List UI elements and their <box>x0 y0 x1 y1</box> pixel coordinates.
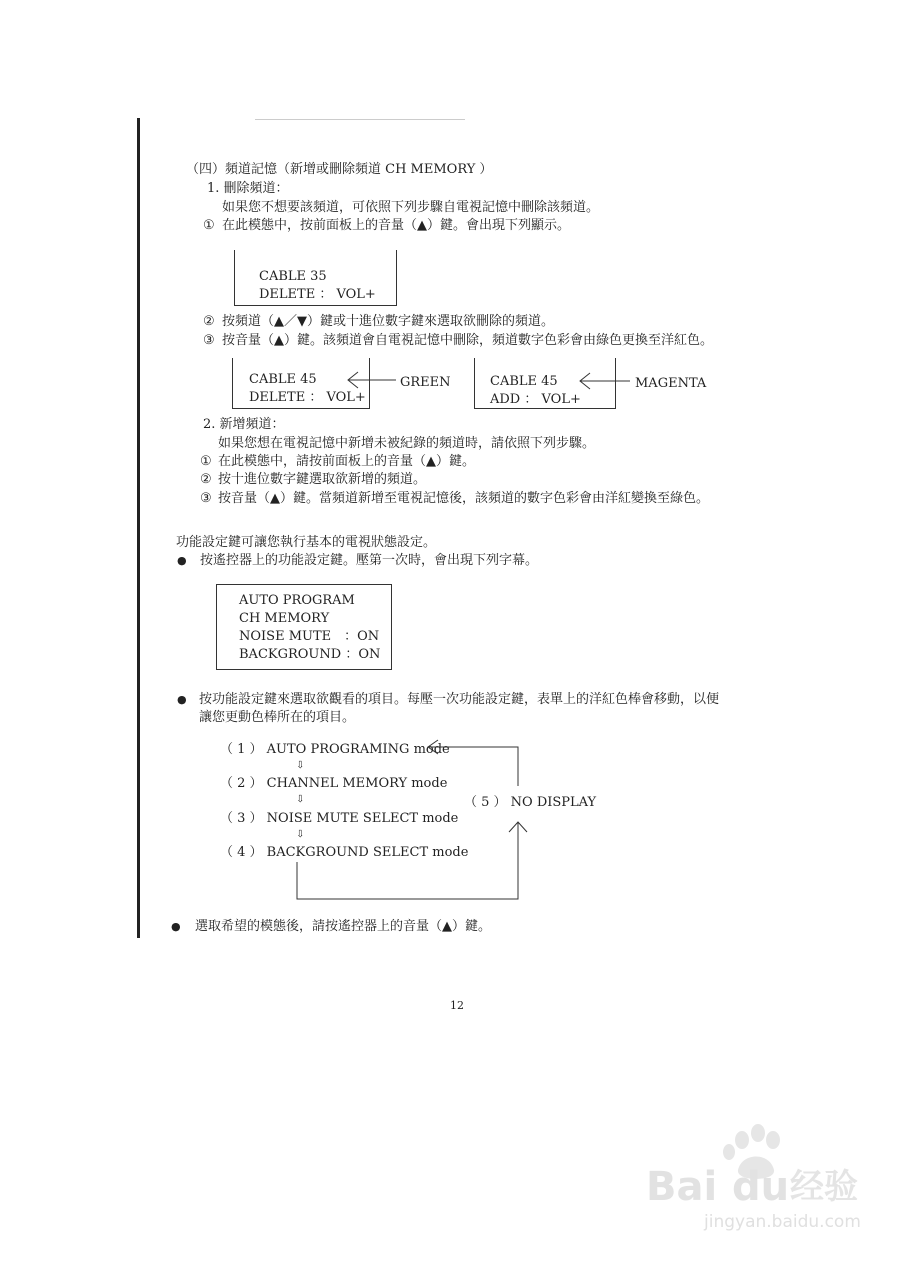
flow-step-5: （ 5 ） NO DISPLAY <box>464 795 597 810</box>
flow-step-2: （ 2 ） CHANNEL MEMORY mode <box>220 776 448 791</box>
page-number: 12 <box>450 999 464 1012</box>
box3-line1: CABLE 45 <box>490 374 558 389</box>
flow-arrow-3: ⇩ <box>296 829 305 840</box>
menu-background: BACKGROUND ：ON <box>239 647 381 662</box>
watermark-brand-a: Bai <box>646 1164 718 1210</box>
add-step3: 按音量（▲）鍵。當頻道新增至電視記憶後，該頻道的數字色彩會由洋紅變換至綠色。 <box>218 491 709 506</box>
magenta-label: MAGENTA <box>635 376 707 391</box>
watermark-url: jingyan.baidu.com <box>704 1212 861 1232</box>
menu-noise-mute: NOISE MUTE ：ON <box>239 629 380 644</box>
section-title: （四）頻道記憶（新增或刪除頻道 CH MEMORY ） <box>186 162 493 177</box>
box1-line1: CABLE 35 <box>259 269 327 284</box>
add-intro: 如果您想在電視記憶中新增未被紀錄的頻道時，請依照下列步驟。 <box>218 436 596 451</box>
flow-arrow-2: ⇩ <box>296 794 305 805</box>
delete-step1: 在此模態中，按前面板上的音量（▲）鍵。會出現下列顯示。 <box>222 218 570 233</box>
box3-line2: ADD ： VOL+ <box>490 392 581 407</box>
watermark-brand-cn: 经验 <box>790 1167 858 1207</box>
function-bullet2-line1: 按功能設定鍵來選取欲觀看的項目。每壓一次功能設定鍵，表單上的洋紅色棒會移動，以便 <box>199 692 720 707</box>
delete-heading: 1. 刪除頻道： <box>207 181 289 196</box>
add-step2: 按十進位數字鍵選取欲新增的頻道。 <box>218 472 427 487</box>
function-intro: 功能設定鍵可讓您執行基本的電視狀態設定。 <box>176 535 437 550</box>
delete-step3: 按音量（▲）鍵。該頻道會自電視記憶中刪除，頻道數字色彩會由綠色更換至洋紅色。 <box>222 333 713 348</box>
add-step1-num: ① <box>200 454 212 469</box>
delete-intro: 如果您不想要該頻道，可依照下列步驟自電視記憶中刪除該頻道。 <box>222 200 600 215</box>
add-step1: 在此模態中，請按前面板上的音量（▲）鍵。 <box>218 454 475 469</box>
flow-arrow-1: ⇩ <box>296 760 305 771</box>
green-label: GREEN <box>400 375 451 390</box>
menu-ch-memory: CH MEMORY <box>239 611 330 626</box>
bullet-3-glyph: ● <box>171 920 181 933</box>
function-bullet1: 按遙控器上的功能設定鍵。壓第一次時，會出現下列字幕。 <box>200 553 539 568</box>
add-step3-num: ③ <box>200 491 212 506</box>
flow-step-3: （ 3 ） NOISE MUTE SELECT mode <box>220 811 459 826</box>
bullet-2-glyph: ● <box>177 693 187 706</box>
add-step2-num: ② <box>200 472 212 487</box>
box1-line2: DELETE ： VOL+ <box>259 287 376 302</box>
watermark-brand-b: du <box>732 1164 790 1210</box>
box2-line2: DELETE ： VOL+ <box>249 390 366 405</box>
add-heading: 2. 新增頻道： <box>203 417 285 432</box>
function-bullet2-line2: 讓您更動色棒所在的項目。 <box>199 710 356 725</box>
menu-auto-program: AUTO PROGRAM <box>239 593 355 608</box>
delete-step3-num: ③ <box>203 333 215 348</box>
flow-step-4: （ 4 ） BACKGROUND SELECT mode <box>220 845 469 860</box>
flow-step-1: （ 1 ） AUTO PROGRAMING mode <box>220 742 450 757</box>
delete-step2: 按頻道（▲／▼）鍵或十進位數字鍵來選取欲刪除的頻道。 <box>222 314 554 329</box>
delete-step1-num: ① <box>203 218 215 233</box>
function-bullet3: 選取希望的模態後，請按遙控器上的音量（▲）鍵。 <box>195 919 491 934</box>
bullet-1-glyph: ● <box>177 554 187 567</box>
box2-line1: CABLE 45 <box>249 372 317 387</box>
delete-step2-num: ② <box>203 314 215 329</box>
